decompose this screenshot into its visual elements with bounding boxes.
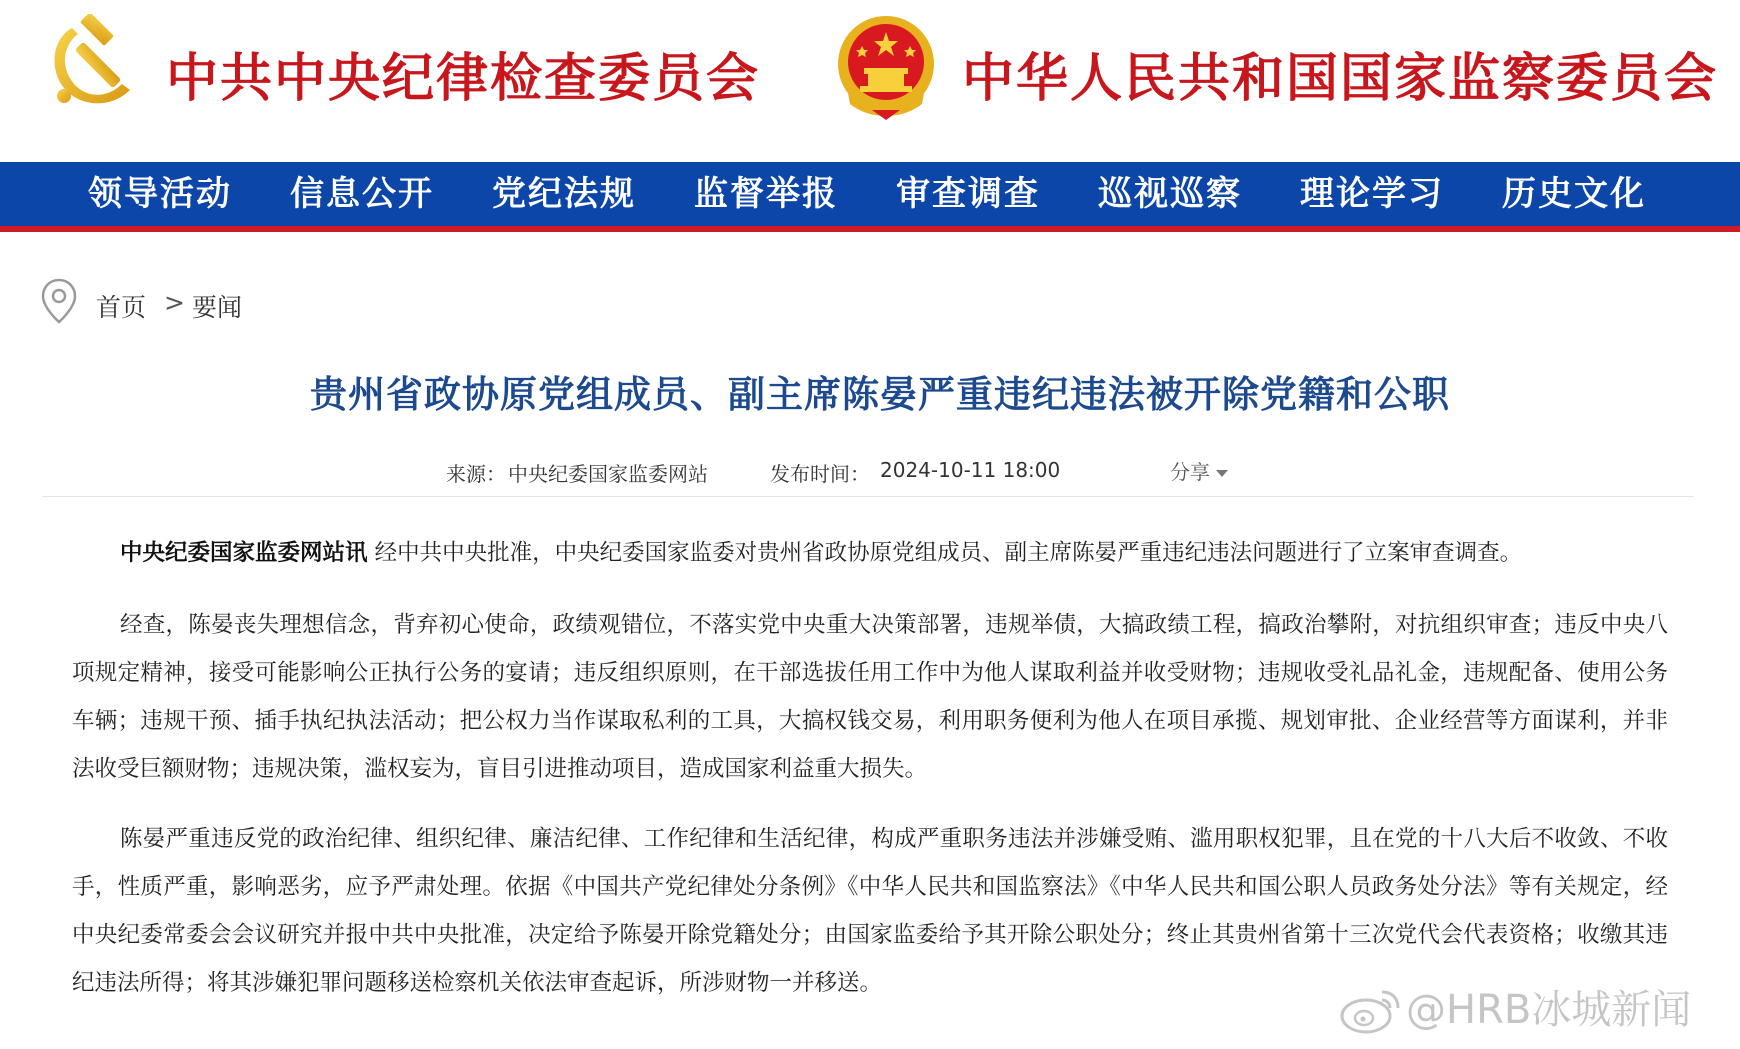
site-header [0, 0, 1740, 162]
state-org-title: 中华人民共和国国家监察委员会 [962, 48, 1719, 109]
nav-item-regulations[interactable]: 党纪法规 [492, 174, 636, 214]
chevron-down-icon [1216, 470, 1228, 477]
watermark [1338, 982, 1728, 1038]
nav-item-investigation[interactable]: 审查调查 [896, 174, 1040, 214]
breadcrumb [40, 278, 440, 328]
source-value: 中央纪委国家监委网站 [508, 462, 708, 486]
party-org-title: 中共中央纪律检查委员会 [166, 48, 761, 109]
watermark-text: @HRB冰城新闻 [1406, 987, 1692, 1033]
paragraph-text: 经查，陈晏丧失理想信念，背弃初心使命，政绩观错位，不落实党中央重大决策部署，违规举债，大搞政绩工程，搞政治攀附，对抗组织审查；违反中央八项规定精神，接受可能影响公正执行公务的宴请；违反组织原则，在干部选拔任用工作中为他人谋取利益并收受财物；违规收受礼品礼金，违规配备、使用公务车辆；违规干预、插手执纪执法活动；把公权力当作谋取私利的工具，大搞权钱交易，利用职务便利为他人在项目承揽、规划审批、企业经营等方面谋利，并非法收受巨额财物；违规决策，滥权妄为，盲目引进推动项目，造成国家利益重大损失。 [72, 612, 1668, 782]
location-pin-icon [40, 278, 78, 326]
nav-item-inspection[interactable]: 巡视巡察 [1098, 174, 1242, 214]
paragraph-text: 陈晏严重违反党的政治纪律、组织纪律、廉洁纪律、工作纪律和生活纪律，构成严重职务违法并涉嫌受贿、滥用职权犯罪，且在党的十八大后不收敛、不收手，性质严重，影响恶劣，应予严肃处理。依据《中国共产党纪律处分条例》《中华人民共和国监察法》《中华人民共和国公职人员政务处分法》等有关规定，经中央纪委常委会会议研究并报中共中央批准，决定给予陈晏开除党籍处分；由国家监委给予其开除公职处分；终止其贵州省第十三次党代会代表资格；收缴其违纪违法所得；将其涉嫌犯罪问题移送检察机关依法审查起诉，所涉财物一并移送。 [72, 826, 1668, 996]
main-nav [0, 162, 1740, 232]
paragraph-lead: 中央纪委国家监委网站讯 [120, 540, 368, 566]
breadcrumb-home-link[interactable]: 首页 [96, 293, 147, 322]
article-paragraph [72, 815, 1668, 1007]
weibo-icon [1338, 984, 1402, 1036]
header-divider [42, 496, 1694, 497]
nav-item-report[interactable]: 监督举报 [694, 174, 838, 214]
share-dropdown[interactable] [1170, 456, 1228, 485]
share-label: 分享 [1170, 460, 1210, 484]
breadcrumb-separator: > [164, 288, 185, 317]
nav-item-theory[interactable]: 理论学习 [1300, 174, 1444, 214]
national-emblem-icon[interactable] [832, 12, 940, 124]
nav-item-info-disclosure[interactable]: 信息公开 [290, 174, 434, 214]
nav-item-history[interactable]: 历史文化 [1502, 174, 1646, 214]
nav-item-leadership[interactable]: 领导活动 [88, 174, 232, 214]
source-label: 来源： [446, 462, 506, 486]
party-emblem-icon[interactable] [42, 14, 142, 114]
article-paragraph [72, 529, 1668, 577]
paragraph-text: 经中共中央批准，中央纪委国家监委对贵州省政协原党组成员、副主席陈晏严重违纪违法问题进行了立案审查调查。 [367, 540, 1523, 566]
article-paragraph [72, 601, 1668, 793]
publish-time-value: 2024-10-11 18:00 [880, 458, 1061, 482]
breadcrumb-current-link[interactable]: 要闻 [192, 293, 243, 322]
article-title: 贵州省政协原党组成员、副主席陈晏严重违纪违法被开除党籍和公职 [310, 373, 1450, 416]
publish-time-label: 发布时间： [770, 462, 870, 486]
